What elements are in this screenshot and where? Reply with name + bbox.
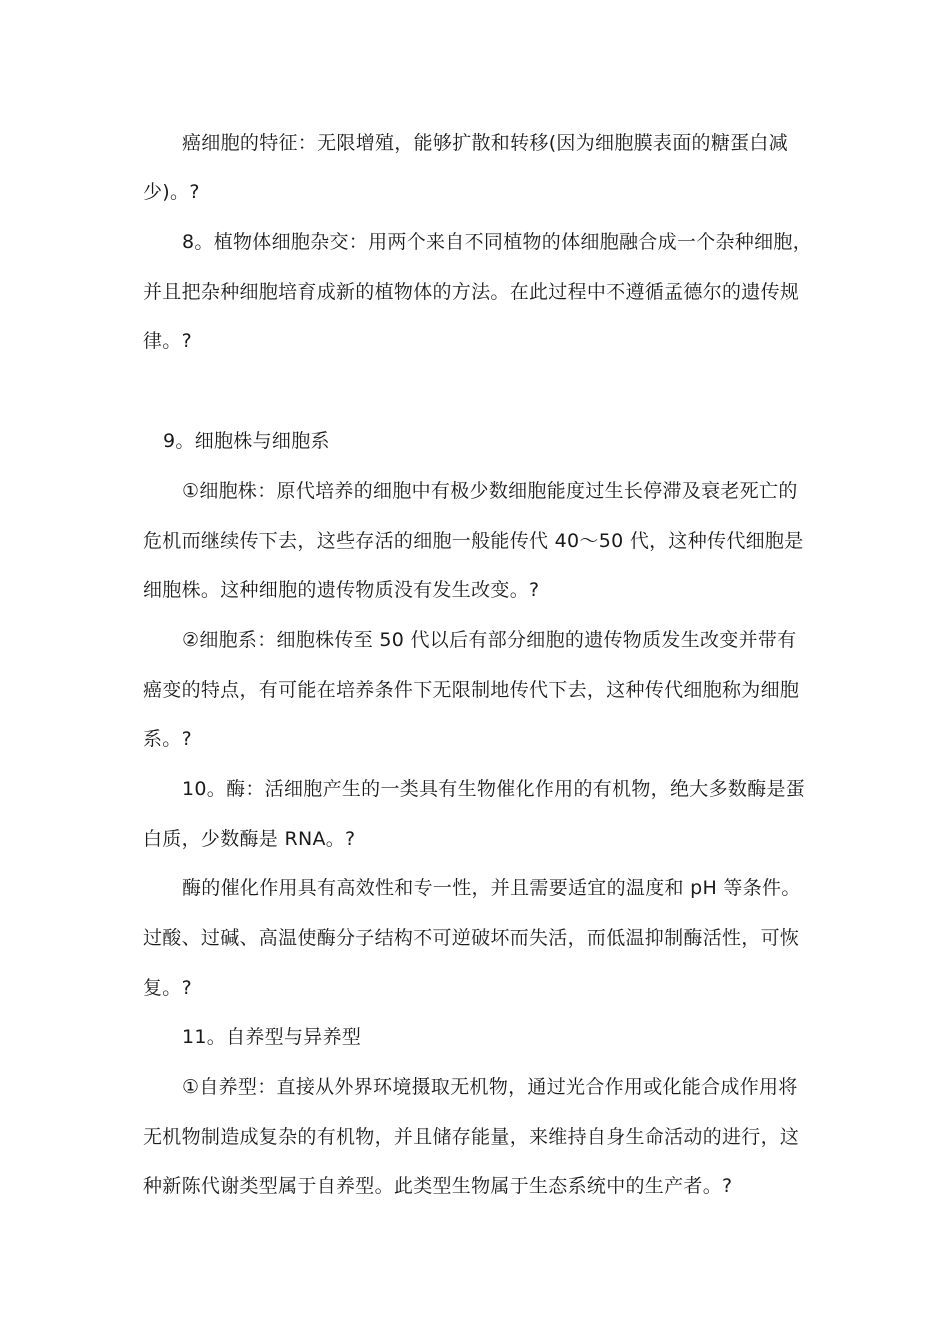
paragraph-line: 10。酶：活细胞产生的一类具有生物催化作用的有机物，绝大多数酶是蛋 — [182, 778, 806, 800]
paragraph-line: 过酸、过碱、高温使酶分子结构不可逆破坏而失活，而低温抑制酶活性，可恢 — [143, 927, 800, 949]
paragraph-line: 无机物制造成复杂的有机物，并且储存能量，来维持自身生命活动的进行，这 — [143, 1126, 800, 1148]
paragraph-line: 癌变的特点，有可能在培养条件下无限制地传代下去，这种传代细胞称为细胞 — [143, 679, 800, 701]
paragraph-line: ①自养型：直接从外界环境摄取无机物，通过光合作用或化能合成作用将 — [182, 1076, 798, 1098]
section-heading: 11。自养型与异养型 — [182, 1026, 362, 1048]
paragraph-line: 8。植物体细胞杂交：用两个来自不同植物的体细胞融合成一个杂种细胞， — [182, 231, 812, 253]
paragraph-line: 危机而继续传下去，这些存活的细胞一般能传代 40～50 代，这种传代细胞是 — [143, 530, 804, 552]
section-heading: 9。细胞株与细胞系 — [163, 430, 330, 452]
paragraph-line: 酶的催化作用具有高效性和专一性，并且需要适宜的温度和 pH 等条件。 — [182, 877, 801, 899]
paragraph-line: ②细胞系：细胞株传至 50 代以后有部分细胞的遗传物质发生改变并带有 — [182, 629, 797, 651]
paragraph-line: 律。? — [143, 330, 192, 352]
paragraph-line: 少)。? — [143, 181, 200, 203]
paragraph-line: 癌细胞的特征：无限增殖，能够扩散和转移(因为细胞膜表面的糖蛋白减 — [182, 132, 789, 154]
paragraph-line: 白质，少数酶是 RNA。? — [143, 828, 356, 850]
paragraph-line: 系。? — [143, 728, 192, 750]
paragraph-line: 并且把杂种细胞培育成新的植物体的方法。在此过程中不遵循孟德尔的遗传规 — [143, 281, 800, 303]
paragraph-line: 种新陈代谢类型属于自养型。此类型生物属于生态系统中的生产者。? — [143, 1175, 733, 1197]
paragraph-line: ①细胞株：原代培养的细胞中有极少数细胞能度过生长停滞及衰老死亡的 — [182, 480, 798, 502]
paragraph-line: 细胞株。这种细胞的遗传物质没有发生改变。? — [143, 579, 540, 601]
paragraph-line: 复。? — [143, 977, 192, 999]
